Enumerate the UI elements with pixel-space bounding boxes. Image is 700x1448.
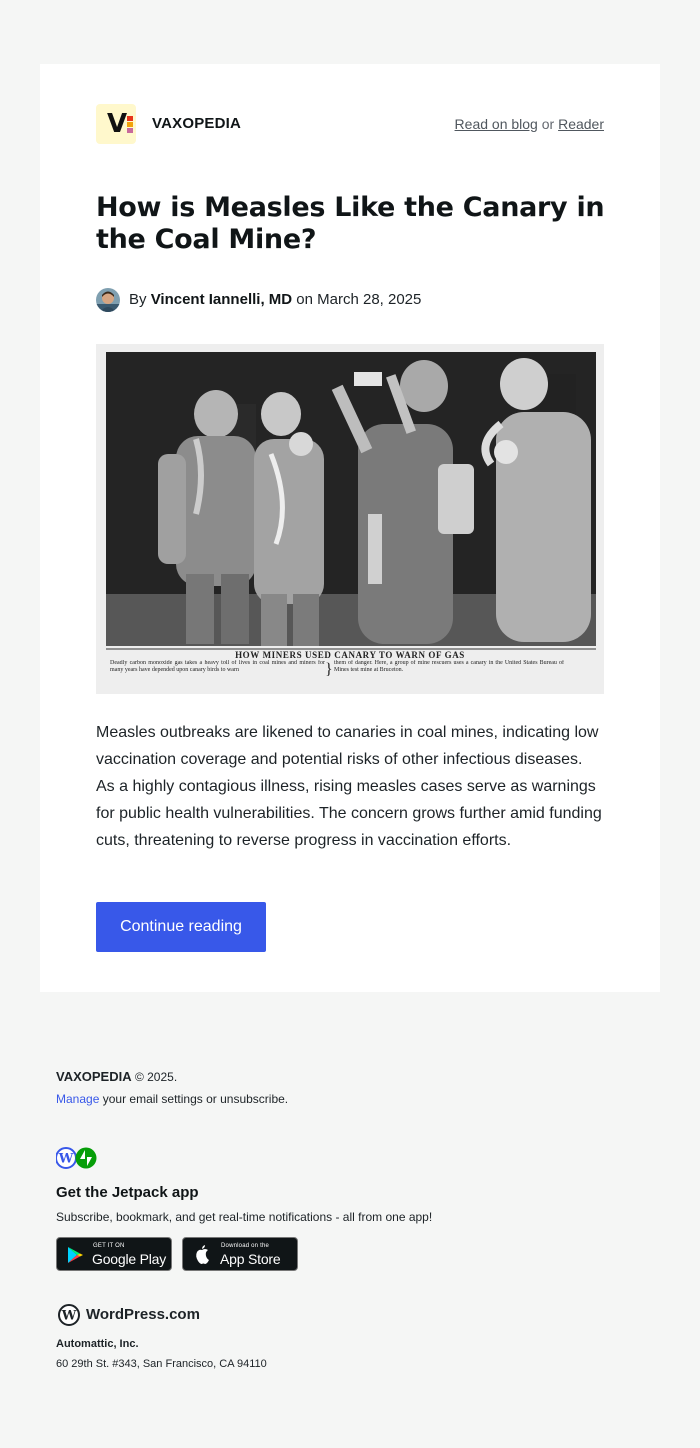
apple-icon (193, 1245, 211, 1265)
byline-on: on (296, 291, 313, 308)
app-store-label: App Store (220, 1251, 281, 1267)
post-title[interactable]: How is Measles Like the Canary in the Coal Mine? (96, 192, 605, 255)
manage-settings-text: your email settings or unsubscribe. (102, 1092, 289, 1106)
google-play-button[interactable] (56, 1237, 172, 1271)
logo-letter: V (107, 109, 128, 139)
company-address: 60 29th St. #343, San Francisco, CA 94110 (56, 1358, 267, 1370)
read-on-blog-link[interactable]: Read on blog (454, 116, 538, 132)
site-logo-icon[interactable] (96, 104, 136, 144)
read-links (455, 114, 604, 134)
continue-reading-button[interactable]: Continue reading (96, 902, 266, 952)
site-name[interactable]: VAXOPEDIA (152, 115, 242, 132)
svg-text:}: } (325, 661, 333, 678)
jetpack-title: Get the Jetpack app (56, 1184, 199, 1201)
footer-copyright: © 2025. (134, 1070, 178, 1084)
wordpress-com-label: WordPress.com (86, 1306, 200, 1323)
app-icons (56, 1146, 100, 1170)
app-store-small-text: Download on the (221, 1243, 270, 1249)
featured-image[interactable] (96, 344, 604, 694)
footer-site-name[interactable]: VAXOPEDIA (56, 1069, 132, 1084)
image-caption-right: them of danger. Here, a group of mine rescuers uses a canary in the United States Bureau of Mines test mine at Bruceton. (334, 660, 564, 673)
post-card (40, 64, 660, 992)
wordpress-logo-icon (58, 1304, 80, 1326)
company-name: Automattic, Inc. (56, 1338, 139, 1350)
image-caption-left: Deadly carbon monoxide gas takes a heavy toll of lives in coal mines and miners for many years have depended upon canary birds to warn (110, 660, 325, 673)
author-avatar (96, 288, 120, 312)
logo-bar-red (127, 116, 133, 121)
post-excerpt: Measles outbreaks are likened to canaries in coal mines, indicating low vaccination coverage and potential risks of other infectious diseases. As a highly contagious illness, rising measles cases serve as warnings for public health vulnerabilities. The concern grows further amid funding cuts, threatening to reverse progress in vaccination efforts. (96, 724, 602, 849)
logo-bar-pink (127, 128, 133, 133)
footer-manage (56, 1090, 656, 1108)
jetpack-app-icon[interactable] (76, 1148, 97, 1169)
wordpress-com-logo[interactable] (58, 1304, 200, 1326)
byline (96, 288, 421, 312)
google-play-label: Google Play (92, 1251, 167, 1267)
footer-brand (56, 1068, 656, 1086)
image-caption-title: HOW MINERS USED CANARY TO WARN OF GAS (235, 650, 465, 660)
byline-by: By (129, 291, 147, 308)
jetpack-subtitle: Subscribe, bookmark, and get real-time notifications - all from one app! (56, 1210, 433, 1224)
reader-link[interactable]: Reader (558, 116, 604, 132)
wordpress-app-icon[interactable] (56, 1148, 76, 1168)
read-links-or: or (541, 116, 555, 132)
svg-text:W: W (61, 1308, 77, 1324)
svg-text:W: W (58, 1151, 74, 1167)
logo-bar-orange (127, 122, 133, 127)
author-name[interactable]: Vincent Iannelli, MD (150, 291, 293, 308)
google-play-icon (66, 1246, 84, 1264)
footer (56, 1068, 656, 1108)
manage-settings-link[interactable]: Manage (56, 1092, 100, 1106)
google-play-small-text: GET IT ON (93, 1243, 125, 1249)
post-date: March 28, 2025 (317, 291, 422, 308)
app-store-button[interactable] (182, 1237, 298, 1271)
